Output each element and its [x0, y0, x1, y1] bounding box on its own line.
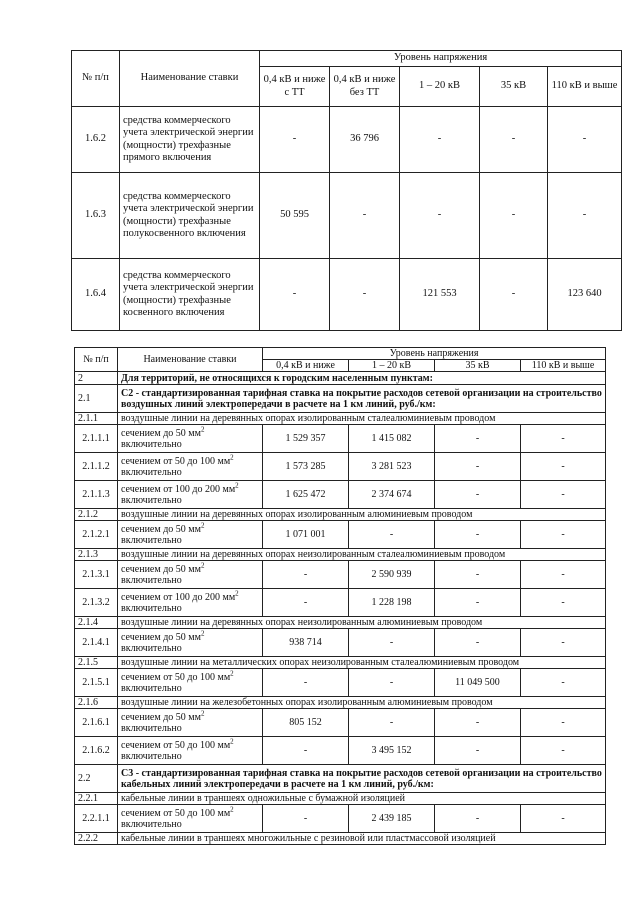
row-num: 1.6.3	[72, 173, 120, 259]
cell-value: -	[521, 709, 606, 737]
cell-value: -	[521, 561, 606, 589]
tariff-table-2	[74, 347, 606, 845]
cell-value: 1 529 357	[263, 425, 349, 453]
cell-value: -	[435, 425, 521, 453]
table-row	[75, 709, 606, 737]
cell-value: 50 595	[260, 173, 330, 259]
section-row	[75, 385, 606, 413]
row-name: сечением до 50 $мм^2$ включительно	[118, 561, 263, 589]
group-row	[75, 657, 606, 669]
table-row	[75, 805, 606, 833]
row-num: 2.2.1.1	[75, 805, 118, 833]
group-title: воздушные линии на деревянных опорах изолированным алюминиевым проводом	[118, 509, 606, 521]
table-row	[75, 561, 606, 589]
cell-value: 805 152	[263, 709, 349, 737]
cell-value: -	[521, 481, 606, 509]
cell-value: 1 228 198	[349, 589, 435, 617]
table-row	[75, 737, 606, 765]
row-num: 2.1.6.1	[75, 709, 118, 737]
group-row	[75, 549, 606, 561]
group-title: воздушные линии на деревянных опорах неизолированным алюминиевым проводом	[118, 617, 606, 629]
header-col-3: 1 – 20 кВ	[400, 67, 480, 107]
row-num: 2	[75, 372, 118, 385]
group-title: воздушные линии на деревянных опорах неизолированным сталеалюминиевым проводом	[118, 549, 606, 561]
row-num: 2.1.1.3	[75, 481, 118, 509]
cell-value: -	[480, 259, 548, 331]
cell-value: -	[435, 629, 521, 657]
group-row	[75, 793, 606, 805]
header-col-2: 0,4 кВ и ниже без ТТ	[330, 67, 400, 107]
cell-value: -	[263, 561, 349, 589]
row-name: средства коммерческого учета электрической энергии (мощности) трехфазные косвенного включения	[120, 259, 260, 331]
cell-value: -	[400, 107, 480, 173]
table-row	[72, 173, 622, 259]
row-name: сечением от 100 до 200 $мм^2$ включительно	[118, 481, 263, 509]
tariff-table-1	[71, 50, 622, 331]
group-row	[75, 413, 606, 425]
header-col-4: 35 кВ	[480, 67, 548, 107]
table-row	[72, 107, 622, 173]
group-title: воздушные линии на железобетонных опорах изолированным алюминиевым проводом	[118, 697, 606, 709]
group-row	[75, 697, 606, 709]
row-num: 2.1	[75, 385, 118, 413]
table-row	[72, 259, 622, 331]
group-row	[75, 833, 606, 845]
row-num: 2.2.1	[75, 793, 118, 805]
cell-value: -	[330, 173, 400, 259]
cell-value: 123 640	[548, 259, 622, 331]
cell-value: 2 590 939	[349, 561, 435, 589]
header-name: Наименование ставки	[120, 51, 260, 107]
section-title: Для территорий, не относящихся к городским населенным пунктам:	[118, 372, 606, 385]
row-num: 2.1.1.2	[75, 453, 118, 481]
cell-value: -	[521, 521, 606, 549]
group-row	[75, 617, 606, 629]
cell-value: 1 625 472	[263, 481, 349, 509]
cell-value: 2 374 674	[349, 481, 435, 509]
cell-value: 1 573 285	[263, 453, 349, 481]
table-row	[75, 589, 606, 617]
header-col-5: 110 кВ и выше	[548, 67, 622, 107]
cell-value: -	[263, 589, 349, 617]
row-name: сечением от 50 до 100 $мм^2$ включительно	[118, 805, 263, 833]
row-num: 1.6.4	[72, 259, 120, 331]
row-num: 2.1.3	[75, 549, 118, 561]
cell-value: -	[521, 425, 606, 453]
cell-value: -	[349, 629, 435, 657]
cell-value: -	[435, 709, 521, 737]
header-col-1: 0,4 кВ и ниже с ТТ	[260, 67, 330, 107]
cell-value: -	[521, 589, 606, 617]
section-title: С2 - стандартизированная тарифная ставка на покрытие расходов сетевой организации на строительство воздушных линий электропередачи в расчете на 1 км линий, руб./км:	[118, 385, 606, 413]
cell-value: 11 049 500	[435, 669, 521, 697]
cell-value: -	[330, 259, 400, 331]
cell-value: -	[548, 173, 622, 259]
cell-value: -	[263, 805, 349, 833]
cell-value: -	[435, 521, 521, 549]
row-name: средства коммерческого учета электрической энергии (мощности) трехфазные прямого включения	[120, 107, 260, 173]
cell-value: -	[521, 453, 606, 481]
cell-value: 1 415 082	[349, 425, 435, 453]
header-col-1: 0,4 кВ и ниже	[263, 360, 349, 372]
cell-value: 36 796	[330, 107, 400, 173]
row-num: 2.1.2.1	[75, 521, 118, 549]
cell-value: 121 553	[400, 259, 480, 331]
cell-value: -	[521, 629, 606, 657]
row-name: средства коммерческого учета электрической энергии (мощности) трехфазные полукосвенного включения	[120, 173, 260, 259]
table-row	[75, 521, 606, 549]
table-row	[75, 425, 606, 453]
cell-value: -	[435, 481, 521, 509]
row-num: 2.2	[75, 765, 118, 793]
group-title: воздушные линии на деревянных опорах изолированным сталеалюминиевым проводом	[118, 413, 606, 425]
cell-value: -	[260, 259, 330, 331]
row-name: сечением до 50 $мм^2$ включительно	[118, 709, 263, 737]
header-num: № п/п	[75, 348, 118, 372]
cell-value: -	[435, 805, 521, 833]
group-title: кабельные линии в траншеях многожильные с резиновой или пластмассовой изоляцией	[118, 833, 606, 845]
row-num: 1.6.2	[72, 107, 120, 173]
row-num: 2.2.2	[75, 833, 118, 845]
row-num: 2.1.5.1	[75, 669, 118, 697]
group-title: кабельные линии в траншеях одножильные с бумажной изоляцией	[118, 793, 606, 805]
row-name: сечением от 50 до 100 $мм^2$ включительно	[118, 453, 263, 481]
header-col-4: 110 кВ и выше	[521, 360, 606, 372]
header-voltage-level: Уровень напряжения	[260, 51, 622, 67]
row-name: сечением до 50 $мм^2$ включительно	[118, 521, 263, 549]
row-name: сечением от 50 до 100 $мм^2$ включительно	[118, 737, 263, 765]
cell-value: -	[349, 709, 435, 737]
table-row	[75, 481, 606, 509]
header-name: Наименование ставки	[118, 348, 263, 372]
cell-value: -	[349, 521, 435, 549]
table-row	[75, 669, 606, 697]
header-col-2: 1 – 20 кВ	[349, 360, 435, 372]
cell-value: -	[435, 737, 521, 765]
cell-value: -	[263, 737, 349, 765]
section-title: С3 - стандартизированная тарифная ставка на покрытие расходов сетевой организации на строительство кабельных линий электропередачи в расчете на 1 км линий, руб./км:	[118, 765, 606, 793]
row-name: сечением до 50 $мм^2$ включительно	[118, 425, 263, 453]
header-col-3: 35 кВ	[435, 360, 521, 372]
row-num: 2.1.5	[75, 657, 118, 669]
cell-value: -	[521, 669, 606, 697]
group-row	[75, 509, 606, 521]
cell-value: -	[480, 173, 548, 259]
row-num: 2.1.4	[75, 617, 118, 629]
cell-value: -	[480, 107, 548, 173]
row-num: 2.1.1.1	[75, 425, 118, 453]
cell-value: -	[400, 173, 480, 259]
row-num: 2.1.6.2	[75, 737, 118, 765]
row-num: 2.1.1	[75, 413, 118, 425]
cell-value: -	[349, 669, 435, 697]
cell-value: -	[435, 561, 521, 589]
cell-value: 3 281 523	[349, 453, 435, 481]
cell-value: -	[435, 589, 521, 617]
row-num: 2.1.6	[75, 697, 118, 709]
cell-value: 938 714	[263, 629, 349, 657]
cell-value: -	[435, 453, 521, 481]
cell-value: 2 439 185	[349, 805, 435, 833]
row-num: 2.1.2	[75, 509, 118, 521]
cell-value: -	[260, 107, 330, 173]
section-row	[75, 765, 606, 793]
row-num: 2.1.3.1	[75, 561, 118, 589]
group-title: воздушные линии на металлических опорах неизолированным сталеалюминиевым проводом	[118, 657, 606, 669]
header-voltage-level: Уровень напряжения	[263, 348, 606, 360]
table-row	[75, 629, 606, 657]
table-row	[75, 453, 606, 481]
row-num: 2.1.4.1	[75, 629, 118, 657]
section-row	[75, 372, 606, 385]
row-name: сечением до 50 $мм^2$ включительно	[118, 629, 263, 657]
cell-value: 3 495 152	[349, 737, 435, 765]
row-num: 2.1.3.2	[75, 589, 118, 617]
cell-value: 1 071 001	[263, 521, 349, 549]
row-name: сечением от 50 до 100 $мм^2$ включительно	[118, 669, 263, 697]
header-num: № п/п	[72, 51, 120, 107]
row-name: сечением от 100 до 200 $мм^2$ включительно	[118, 589, 263, 617]
cell-value: -	[521, 805, 606, 833]
cell-value: -	[548, 107, 622, 173]
cell-value: -	[521, 737, 606, 765]
cell-value: -	[263, 669, 349, 697]
